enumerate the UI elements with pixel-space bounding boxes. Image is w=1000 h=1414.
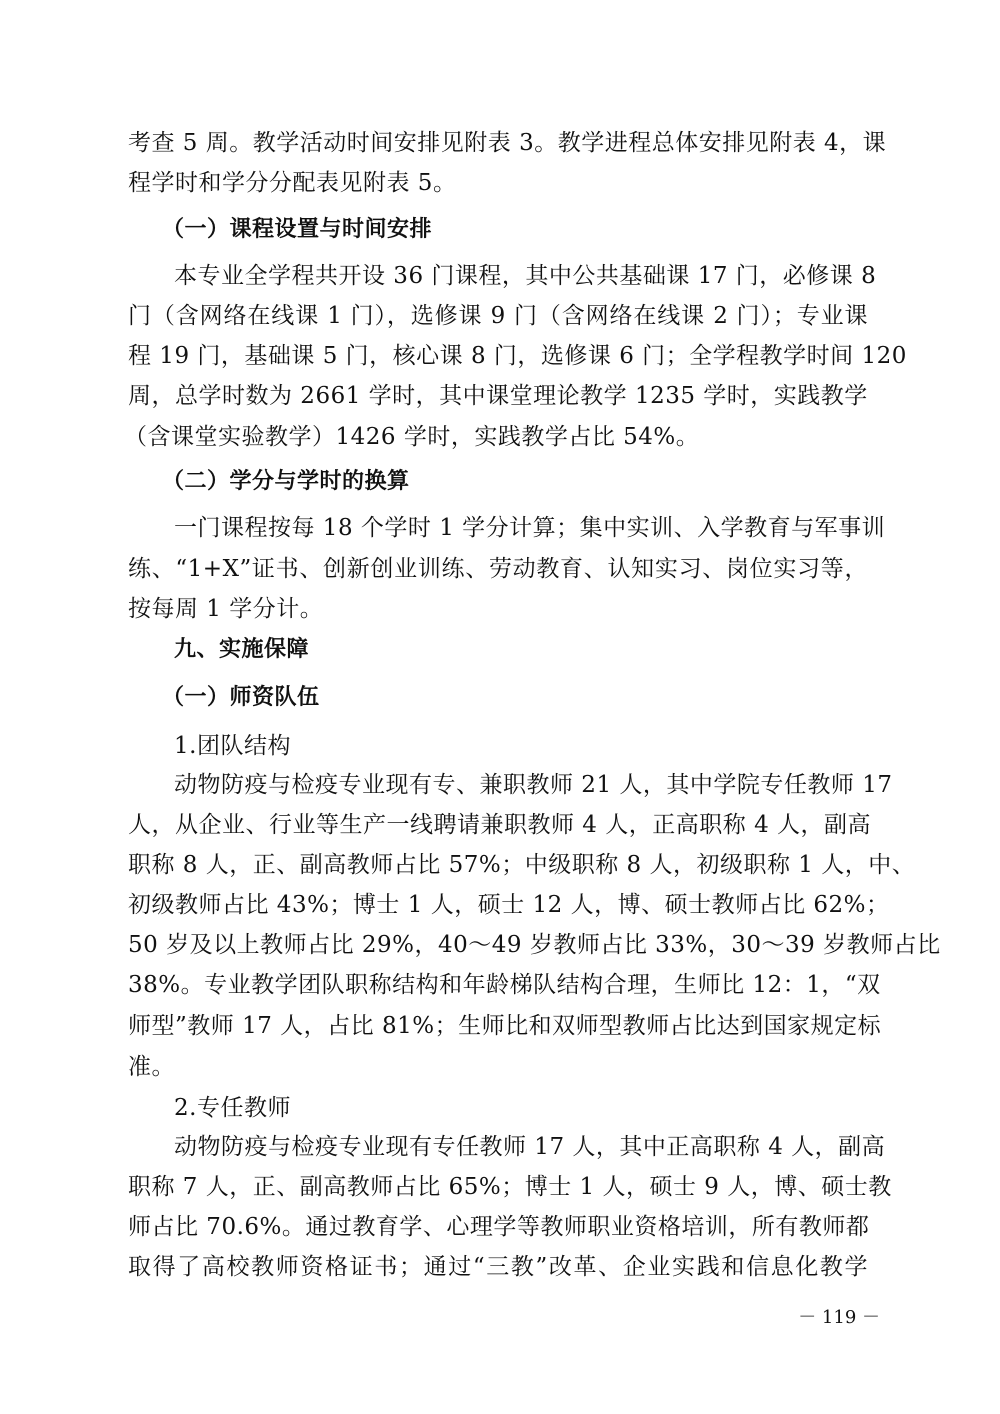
- item-heading: 2.专任教师: [174, 1095, 291, 1121]
- body-text-line: 38%。专业教学团队职称结构和年龄梯队结构合理，生师比 12：1，“双: [128, 972, 881, 998]
- body-text-line: 门（含网络在线课 1 门），选修课 9 门（含网络在线课 2 门）；专业课: [128, 303, 868, 329]
- body-text-line: 50 岁及以上教师占比 29%，40～49 岁教师占比 33%，30～39 岁教师占比: [128, 932, 941, 958]
- section-heading: 九、实施保障: [174, 637, 310, 662]
- body-text-line: 动物防疫与检疫专业现有专任教师 17 人，其中正高职称 4 人，副高: [174, 1134, 886, 1160]
- body-text-line: 师型”教师 17 人，占比 81%；生师比和双师型教师占比达到国家规定标: [128, 1013, 882, 1039]
- body-text-line: 动物防疫与检疫专业现有专、兼职教师 21 人，其中学院专任教师 17: [174, 772, 893, 798]
- body-text-line: 取得了高校教师资格证书；通过“三教”改革、企业实践和信息化教学: [128, 1254, 868, 1280]
- body-text-line: 职称 7 人，正、副高教师占比 65%；博士 1 人，硕士 9 人，博、硕士教: [128, 1174, 892, 1200]
- body-text-line: 程学时和学分分配表见附表 5。: [128, 170, 457, 196]
- body-text-line: 准。: [128, 1054, 175, 1080]
- body-text-line: 周，总学时数为 2661 学时，其中课堂理论教学 1235 学时，实践教学: [128, 383, 868, 409]
- page-number: － 119 －: [798, 1307, 880, 1328]
- body-text-line: 初级教师占比 43%；博士 1 人，硕士 12 人，博、硕士教师占比 62%；: [128, 892, 890, 918]
- subsection-heading: （一）课程设置与时间安排: [162, 217, 433, 242]
- body-text-line: 练、“1+X”证书、创新创业训练、劳动教育、认知实习、岗位实习等，: [128, 556, 868, 582]
- body-text-line: 人，从企业、行业等生产一线聘请兼职教师 4 人，正高职称 4 人，副高: [128, 812, 872, 838]
- body-text-line: 职称 8 人，正、副高教师占比 57%；中级职称 8 人，初级职称 1 人，中、: [128, 852, 916, 878]
- body-text-line: 本专业全学程共开设 36 门课程，其中公共基础课 17 门，必修课 8: [174, 263, 877, 289]
- subsection-heading: （二）学分与学时的换算: [162, 469, 410, 494]
- item-heading: 1.团队结构: [174, 733, 291, 759]
- subsection-heading: （一）师资队伍: [162, 685, 320, 710]
- body-text-line: 按每周 1 学分计。: [128, 596, 324, 622]
- body-text-line: 考查 5 周。教学活动时间安排见附表 3。教学进程总体安排见附表 4，课: [128, 130, 887, 156]
- body-text-line: 一门课程按每 18 个学时 1 学分计算；集中实训、入学教育与军事训: [174, 515, 886, 541]
- body-text-line: 师占比 70.6%。通过教育学、心理学等教师职业资格培训，所有教师都: [128, 1214, 870, 1240]
- body-text-line: 程 19 门，基础课 5 门，核心课 8 门，选修课 6 门；全学程教学时间 120: [128, 343, 907, 369]
- body-text-line: （含课堂实验教学）1426 学时，实践教学占比 54%。: [124, 424, 700, 450]
